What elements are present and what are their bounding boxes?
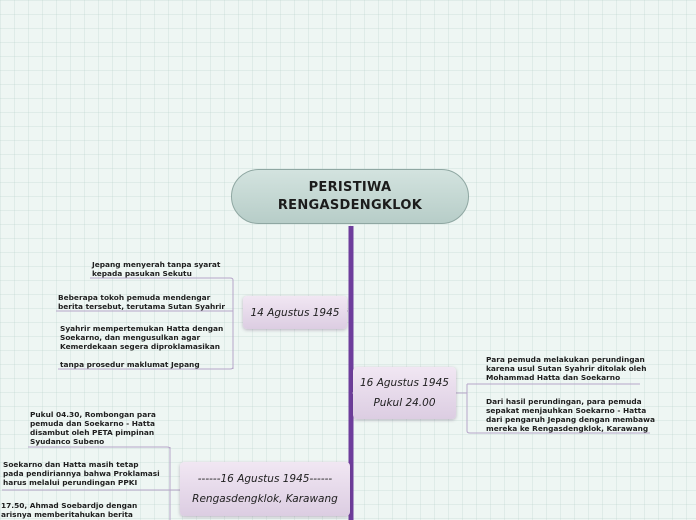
topic-title: 16 Agustus 1945 Pukul 24.00 <box>360 377 449 409</box>
subtopic-jepang-menyerah[interactable]: Jepang menyerah tanpa syarat kepada pasukan Sekutu <box>92 260 221 278</box>
subtopic-hasil-perundingan[interactable]: Dari hasil perundingan, para pemuda sepakat menjauhkan Soekarno - Hatta dari pengaruh Jepang dengan membawa mereka ke Rengasdengklok, Karawang <box>486 397 655 433</box>
topic-16-agustus-pukul-2400[interactable] <box>353 367 456 419</box>
subtopic-tokoh-pemuda[interactable]: Beberapa tokoh pemuda mendengar berita tersebut, terutama Sutan Syahrir <box>58 293 226 311</box>
topic-title: ------16 Agustus 1945------ Rengasdengklok, Karawang <box>192 473 338 505</box>
branch-n6-line <box>28 447 170 449</box>
branch-n1-line <box>90 278 233 280</box>
subtopic-syahrir-mempertemukan[interactable]: Syahrir mempertemukan Hatta dengan Soekarno, dan mengusulkan agar Kemerdekaan segera diproklamasikan tanpa prosedur maklumat Jepang <box>60 324 224 369</box>
topic-14-agustus-1945[interactable] <box>243 296 347 329</box>
central-topic-title: PERISTIWA RENGASDENGKLOK <box>277 179 423 213</box>
subtopic-ahmad-soebardjo[interactable]: 17.50, Ahmad Soebardjo dengan arisnya memberitahukan berita <box>1 501 138 519</box>
topic-title: 14 Agustus 1945 <box>250 306 340 319</box>
subtopic-pukul-0430[interactable]: Pukul 04.30, Rombongan para pemuda dan Soekarno - Hatta disambut oleh PETA pimpinan Syudanco Subeno <box>30 410 156 446</box>
subtopic-perundingan-pemuda[interactable]: Para pemuda melakukan perundingan karena usul Sutan Syahrir ditolak oleh Mohammad Hatta dan Soekarno <box>486 355 647 382</box>
subtopic-pendirian-soekarno-hatta[interactable]: Soekarno dan Hatta masih tetap pada pendiriannya bahwa Proklamasi harus melalui perundingan PPKI <box>3 460 160 487</box>
topic-16-agustus-rengasdengklok[interactable] <box>180 462 350 516</box>
central-topic[interactable] <box>231 169 469 224</box>
